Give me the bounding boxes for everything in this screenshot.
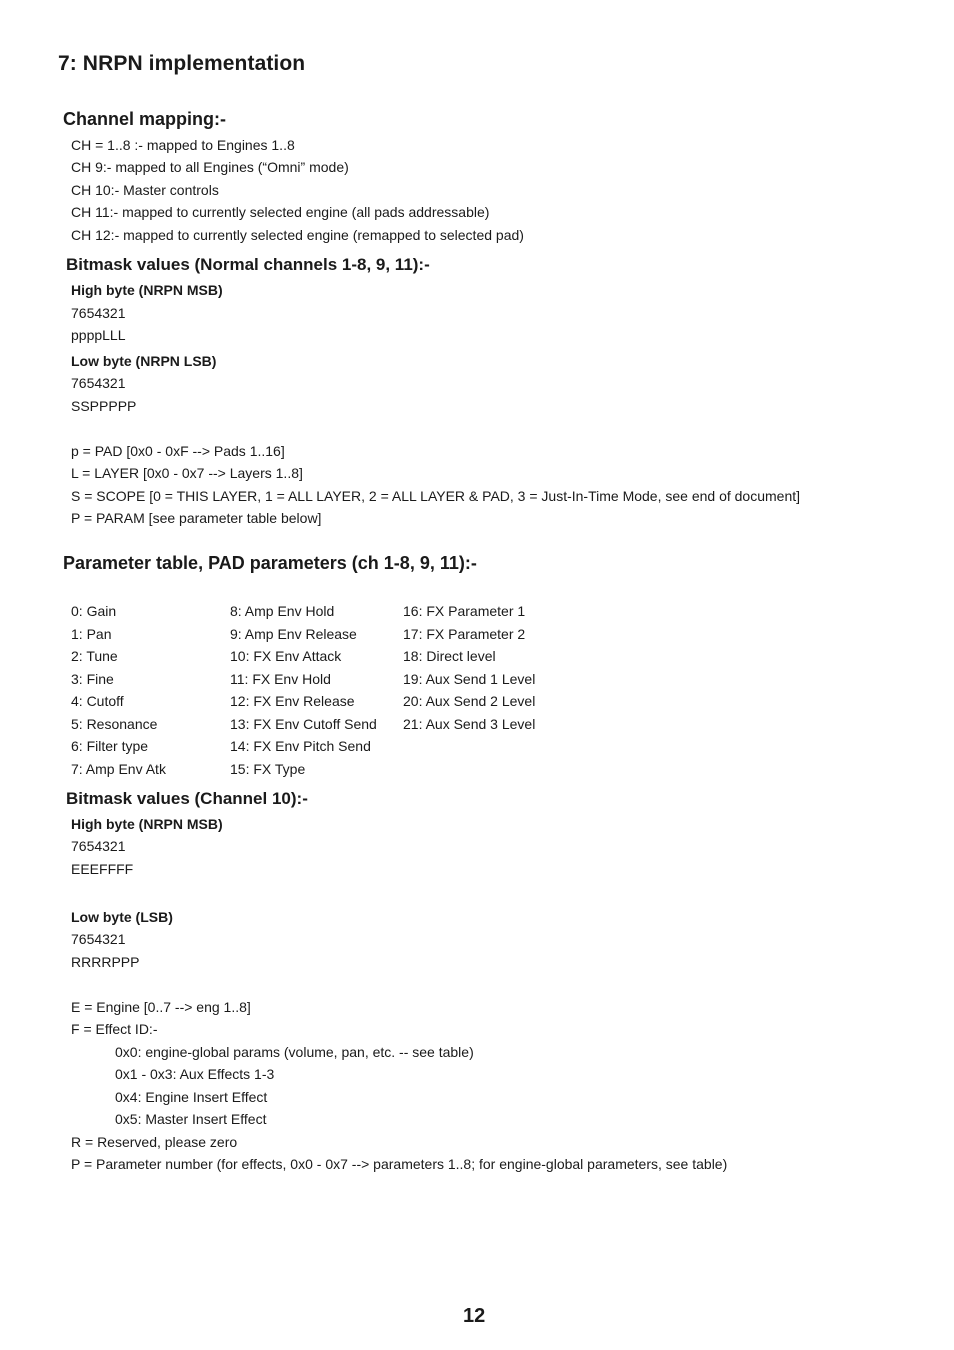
param-entry: 15: FX Type — [230, 761, 306, 777]
low-byte-label: Low byte (NRPN LSB) — [71, 353, 217, 369]
legend-line: L = LAYER [0x0 - 0x7 --> Layers 1..8] — [71, 465, 303, 481]
legend-line: E = Engine [0..7 --> eng 1..8] — [71, 999, 251, 1015]
effect-id-line: 0x0: engine-global params (volume, pan, etc. -- see table) — [115, 1044, 474, 1060]
param-entry: 2: Tune — [71, 648, 118, 664]
low-byte-bits: 7654321 — [71, 931, 126, 947]
param-entry: 6: Filter type — [71, 738, 149, 754]
param-entry: 3: Fine — [71, 671, 114, 687]
legend-line: P = PARAM [see parameter table below] — [71, 510, 322, 526]
low-byte-bits: 7654321 — [71, 375, 126, 391]
legend-line: P = Parameter number (for effects, 0x0 - 0x7 --> parameters 1..8; for engine-global parameters, see table) — [71, 1156, 728, 1172]
low-byte-pattern: SSPPPPP — [71, 398, 137, 414]
param-entry: 8: Amp Env Hold — [230, 603, 335, 619]
high-byte-pattern: ppppLLL — [71, 327, 126, 343]
effect-id-line: 0x1 - 0x3: Aux Effects 1-3 — [115, 1066, 275, 1082]
param-entry: 10: FX Env Attack — [230, 648, 342, 664]
param-entry: 7: Amp Env Atk — [71, 761, 166, 777]
param-entry: 11: FX Env Hold — [230, 671, 331, 687]
param-entry: 18: Direct level — [403, 648, 496, 664]
legend-line: F = Effect ID:- — [71, 1021, 158, 1037]
high-byte-bits: 7654321 — [71, 305, 126, 321]
channel-mapping-line: CH = 1..8 :- mapped to Engines 1..8 — [71, 137, 295, 153]
low-byte-label: Low byte (LSB) — [71, 909, 173, 925]
high-byte-label: High byte (NRPN MSB) — [71, 816, 223, 832]
param-table-heading: Parameter table, PAD parameters (ch 1-8, 9, 11):- — [63, 553, 477, 573]
legend-line: p = PAD [0x0 - 0xF --> Pads 1..16] — [71, 443, 285, 459]
param-entry: 21: Aux Send 3 Level — [403, 716, 536, 732]
param-entry: 9: Amp Env Release — [230, 626, 357, 642]
param-entry: 1: Pan — [71, 626, 112, 642]
param-entry: 4: Cutoff — [71, 693, 124, 709]
param-entry: 17: FX Parameter 2 — [403, 626, 526, 642]
param-entry: 13: FX Env Cutoff Send — [230, 716, 377, 732]
param-entry: 5: Resonance — [71, 716, 158, 732]
effect-id-line: 0x5: Master Insert Effect — [115, 1111, 267, 1127]
high-byte-label: High byte (NRPN MSB) — [71, 282, 223, 298]
effect-id-line: 0x4: Engine Insert Effect — [115, 1089, 268, 1105]
legend-line: R = Reserved, please zero — [71, 1134, 238, 1150]
param-entry: 20: Aux Send 2 Level — [403, 693, 536, 709]
legend-line: S = SCOPE [0 = THIS LAYER, 1 = ALL LAYER, 2 = ALL LAYER & PAD, 3 = Just-In-Time Mode, see end of document] — [71, 488, 801, 504]
param-entry: 16: FX Parameter 1 — [403, 603, 526, 619]
channel-mapping-line: CH 11:- mapped to currently selected engine (all pads addressable) — [71, 204, 490, 220]
param-entry: 12: FX Env Release — [230, 693, 355, 709]
page-number: 12 — [463, 1305, 486, 1327]
bitmask-normal-heading: Bitmask values (Normal channels 1-8, 9, 11):- — [66, 255, 430, 274]
high-byte-pattern: EEEFFFF — [71, 861, 134, 877]
low-byte-pattern: RRRRPPP — [71, 954, 140, 970]
param-entry: 19: Aux Send 1 Level — [403, 671, 536, 687]
channel-mapping-line: CH 10:- Master controls — [71, 182, 219, 198]
param-entry: 14: FX Env Pitch Send — [230, 738, 371, 754]
channel-mapping-line: CH 12:- mapped to currently selected engine (remapped to selected pad) — [71, 227, 524, 243]
high-byte-bits: 7654321 — [71, 838, 126, 854]
bitmask-ch10-heading: Bitmask values (Channel 10):- — [66, 789, 308, 808]
page-title: 7: NRPN implementation — [58, 52, 306, 75]
channel-mapping-heading: Channel mapping:- — [63, 109, 226, 129]
channel-mapping-line: CH 9:- mapped to all Engines (“Omni” mode) — [71, 159, 349, 175]
param-entry: 0: Gain — [71, 603, 117, 619]
